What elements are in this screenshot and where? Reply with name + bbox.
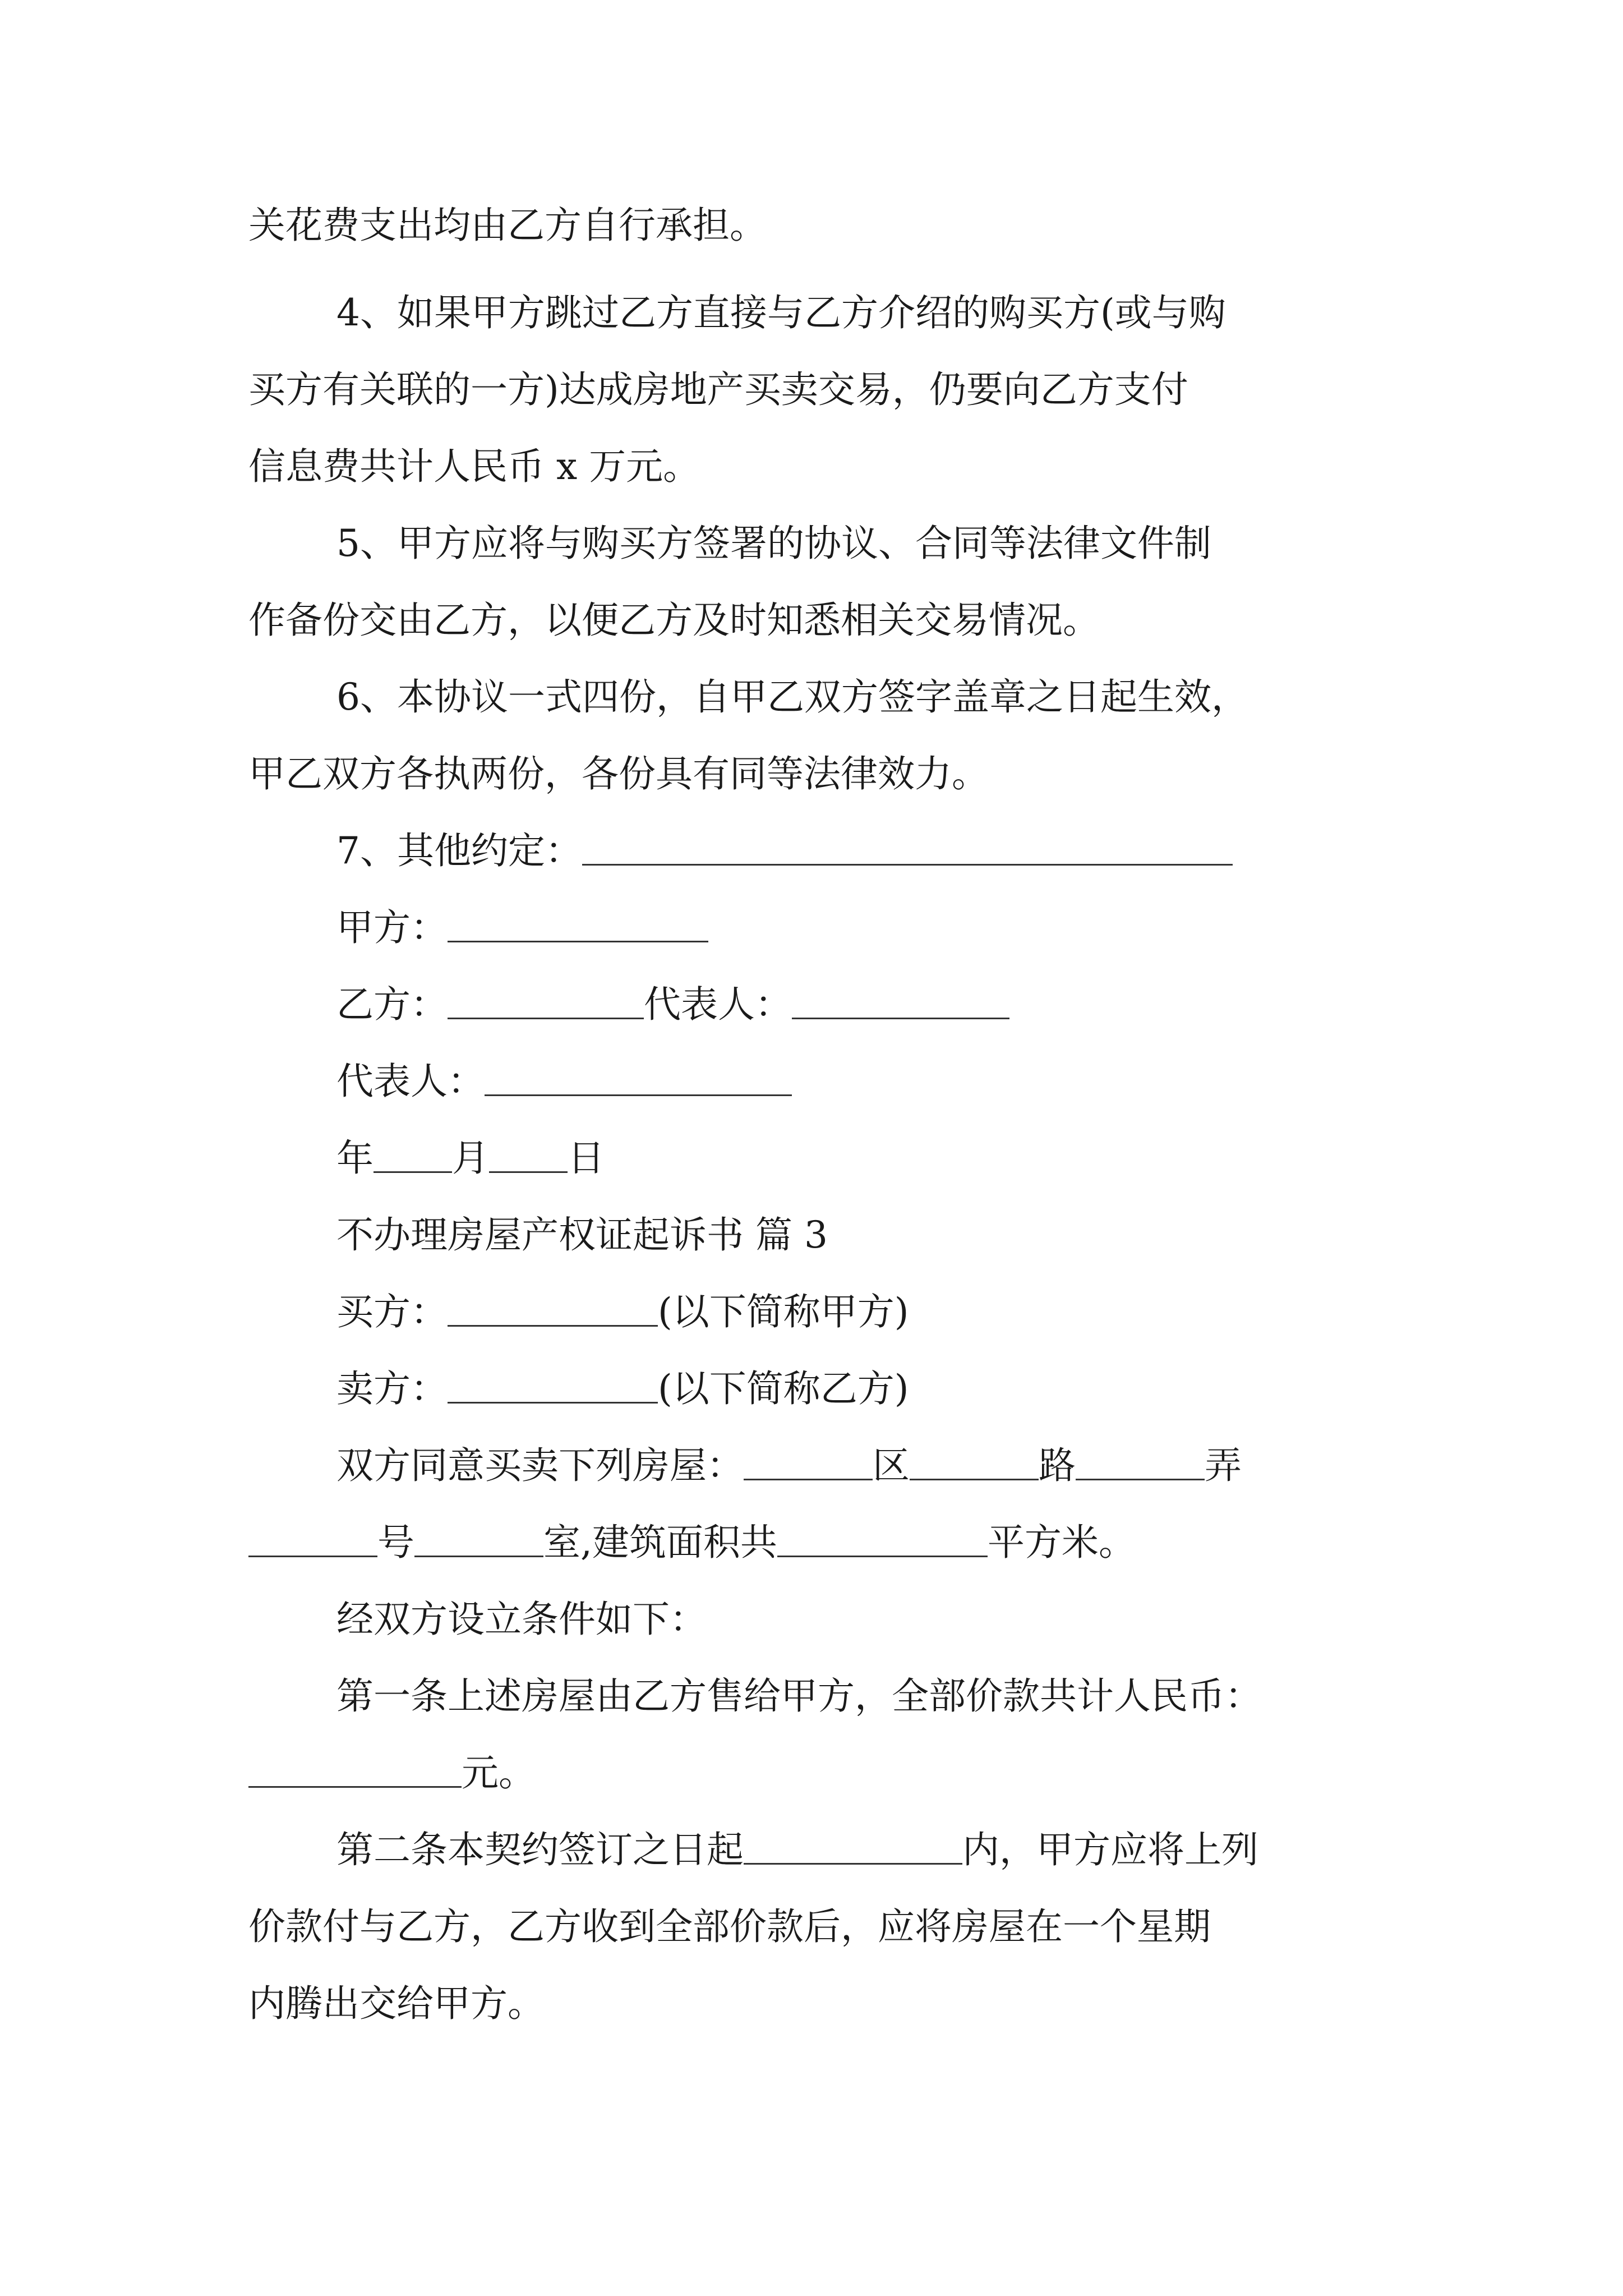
property-line [0, 1512, 1623, 1573]
text-run: 区 [873, 1444, 910, 1487]
blank-field [792, 981, 1009, 1019]
paragraph-line [0, 1819, 1623, 1881]
blank-field [744, 1826, 962, 1865]
text-run: 不办理房屋产权证起诉书 篇 3 [336, 1213, 828, 1257]
blank-field [448, 904, 708, 942]
paragraph-line [0, 1973, 1623, 2035]
blank-field [910, 1442, 1039, 1480]
blank-field [744, 1442, 873, 1480]
blank-field [489, 1134, 568, 1173]
paragraph-line [0, 590, 1623, 651]
paragraph-line [0, 1896, 1623, 1958]
text-run: 元。 [462, 1751, 536, 1795]
property-line [0, 1435, 1623, 1497]
paragraph-line [0, 359, 1623, 421]
party-b-line [0, 974, 1623, 1036]
text-run: 室,建筑面积共 [543, 1521, 777, 1564]
representative-line [0, 1051, 1623, 1112]
text-run: 买方： [336, 1290, 448, 1333]
paragraph-line [0, 1665, 1623, 1727]
section-heading [0, 1204, 1623, 1266]
text-run: 代表人： [336, 1060, 485, 1103]
text-run: 双方同意买卖下列房屋： [336, 1444, 744, 1487]
text-run: 号 [377, 1521, 414, 1564]
paragraph-line [0, 195, 1623, 256]
blank-field [374, 1134, 452, 1173]
text-run: 6、本协议一式四份，自甲乙双方签字盖章之日起生效， [336, 675, 1248, 719]
text-run: 内腾出交给甲方。 [248, 1982, 545, 2025]
buyer-line [0, 1281, 1623, 1343]
blank-field [485, 1057, 792, 1096]
blank-field [1076, 1442, 1205, 1480]
blank-field [582, 827, 1233, 866]
paragraph-line [0, 513, 1623, 574]
text-run: (以下简称甲方) [658, 1290, 909, 1333]
text-run: 代表人： [644, 983, 792, 1026]
text-run: 日 [568, 1137, 605, 1180]
text-run: 信息费共计人民币 x 万元。 [248, 445, 700, 488]
text-run: 甲方： [336, 906, 448, 949]
seller-line [0, 1358, 1623, 1420]
text-run: 年 [336, 1137, 374, 1180]
text-run: 第二条本契约签订之日起 [336, 1828, 744, 1871]
paragraph-line [0, 436, 1623, 498]
text-run: 平方米。 [987, 1521, 1136, 1564]
paragraph-line [0, 743, 1623, 805]
text-run: 7、其他约定： [336, 829, 582, 872]
text-run: 4、如果甲方跳过乙方直接与乙方介绍的购买方(或与购 [336, 291, 1226, 334]
party-a-line [0, 897, 1623, 959]
text-run: 卖方： [336, 1367, 448, 1410]
blank-field [777, 1519, 988, 1557]
text-run: 经双方设立条件如下： [336, 1598, 707, 1641]
text-run: 5、甲方应将与购买方签署的协议、合同等法律文件制 [336, 522, 1211, 565]
text-run: 价款付与乙方，乙方收到全部价款后，应将房屋在一个星期 [248, 1905, 1211, 1948]
paragraph-line [0, 282, 1623, 344]
other-terms-line [0, 820, 1623, 882]
blank-field [448, 1365, 658, 1404]
text-run: 关花费支出均由乙方自行承担。 [248, 204, 767, 247]
text-run: 路 [1039, 1444, 1076, 1487]
paragraph-line [0, 1589, 1623, 1650]
text-run: 作备份交由乙方，以便乙方及时知悉相关交易情况。 [248, 599, 1100, 642]
blank-field [248, 1519, 377, 1557]
blank-field [448, 1288, 658, 1327]
paragraph-line [0, 1742, 1623, 1804]
text-run: 乙方： [336, 983, 448, 1026]
paragraph-line [0, 666, 1623, 728]
text-run: 甲乙双方各执两份，各份具有同等法律效力。 [248, 752, 989, 795]
blank-field [248, 1749, 462, 1788]
text-run: 第一条上述房屋由乙方售给甲方，全部价款共计人民币： [336, 1674, 1262, 1718]
text-run: (以下简称乙方) [658, 1367, 909, 1410]
text-run: 内，甲方应将上列 [962, 1828, 1258, 1871]
blank-field [414, 1519, 543, 1557]
text-run: 弄 [1205, 1444, 1242, 1487]
text-run: 月 [452, 1137, 489, 1180]
blank-field [448, 981, 644, 1019]
date-line [0, 1128, 1623, 1189]
text-run: 买方有关联的一方)达成房地产买卖交易，仍要向乙方支付 [248, 368, 1188, 411]
